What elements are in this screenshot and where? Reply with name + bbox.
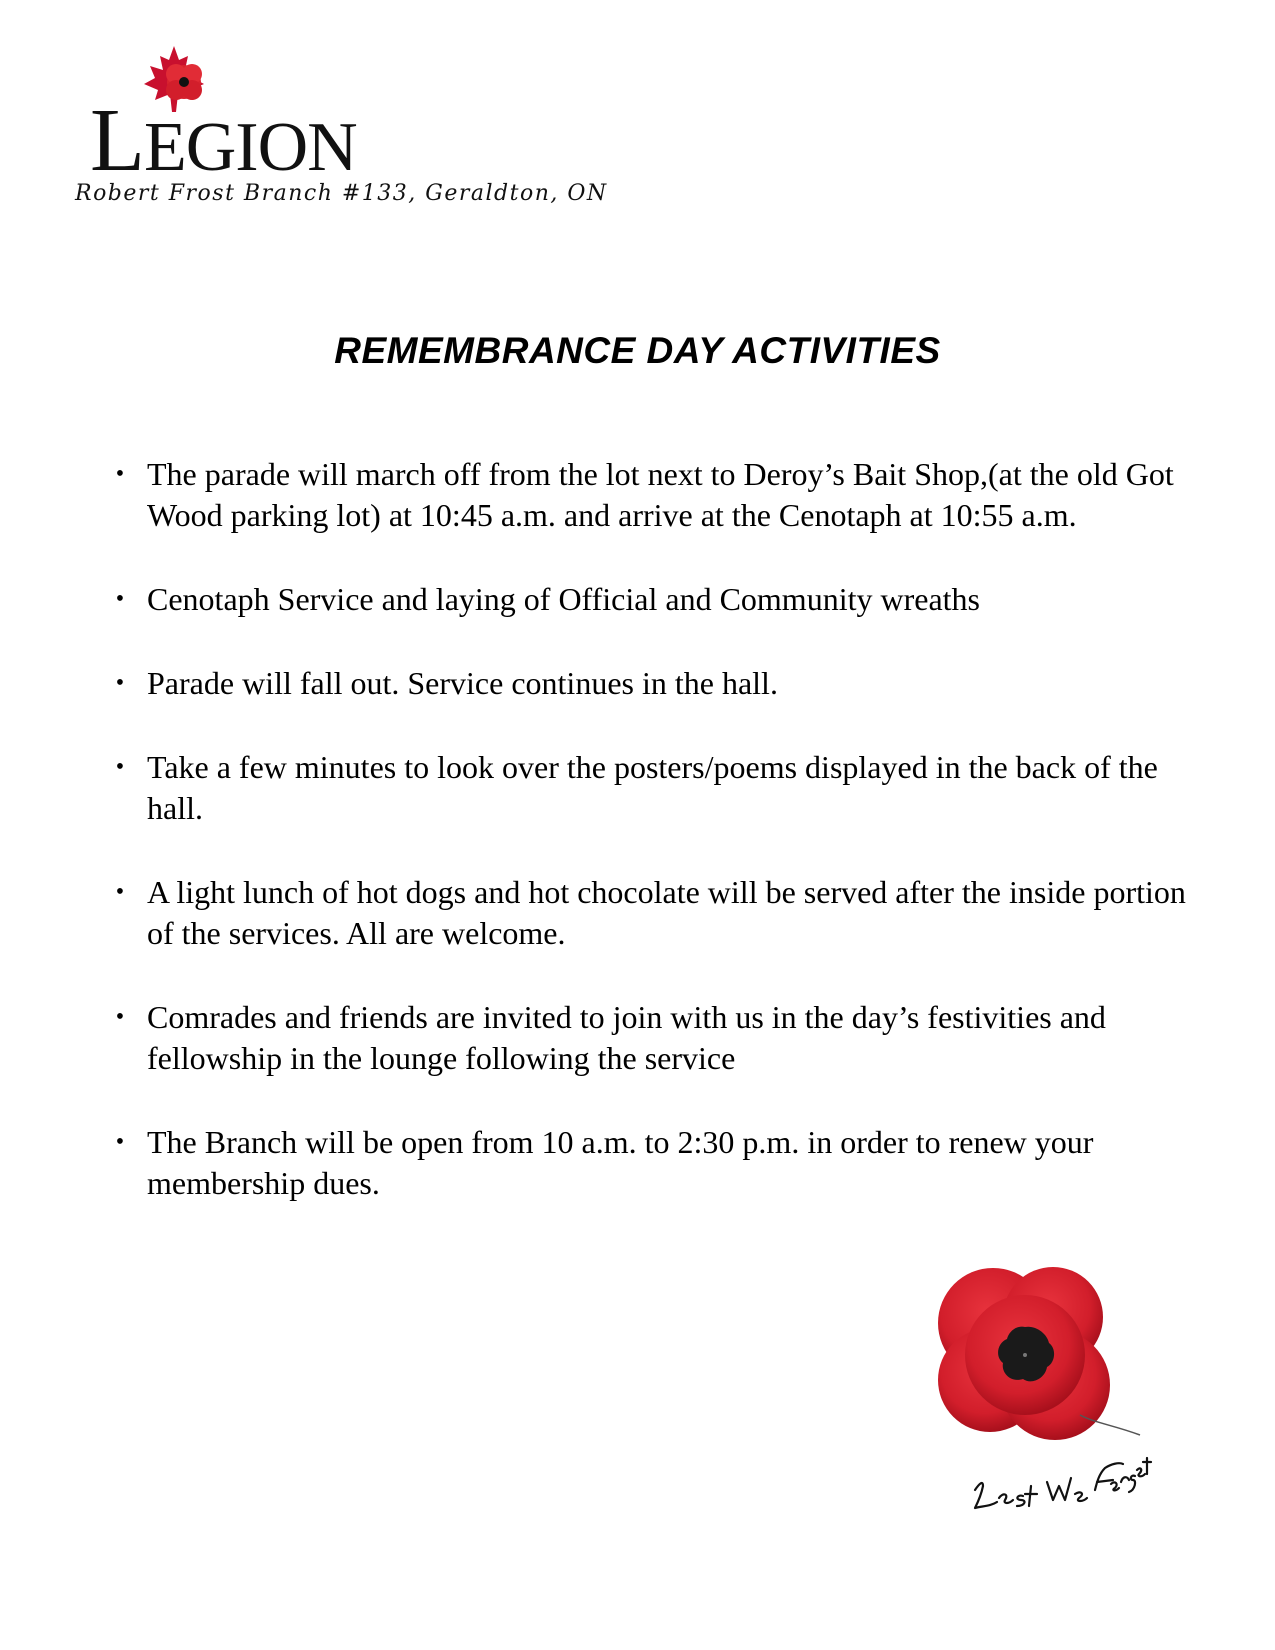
list-item-text: A light lunch of hot dogs and hot chocolate will be served after the inside portion of the services. All are welcome. — [147, 874, 1186, 951]
list-item-text: Cenotaph Service and laying of Official and Community wreaths — [147, 581, 980, 617]
bullet-icon: • — [115, 1129, 125, 1155]
bullet-icon: • — [115, 879, 125, 905]
list-item — [110, 1122, 1190, 1204]
list-item — [110, 454, 1190, 536]
list-item-text: The parade will march off from the lot next to Deroy’s Bait Shop,(at the old Got Wood parking lot) at 10:45 a.m. and arrive at the Cenotaph at 10:55 a.m. — [147, 456, 1174, 533]
list-item-text: Comrades and friends are invited to join with us in the day’s festivities and fellowship in the lounge following the service — [147, 999, 1106, 1076]
lest-we-forget-signature — [965, 1440, 1155, 1530]
page-title: REMEMBRANCE DAY ACTIVITIES — [334, 330, 941, 371]
list-item-text: Parade will fall out. Service continues in the hall. — [147, 665, 778, 701]
logo-wordmark-initial: L — [90, 91, 144, 190]
list-item-text: Take a few minutes to look over the posters/poems displayed in the back of the hall. — [147, 749, 1158, 826]
list-item — [110, 663, 1190, 704]
list-item-text: The Branch will be open from 10 a.m. to 2:30 p.m. in order to renew your membership dues. — [147, 1124, 1094, 1201]
list-item — [110, 997, 1190, 1079]
list-item — [110, 579, 1190, 620]
branch-name: Robert Frost Branch #133, Geraldton, ON — [75, 181, 608, 206]
bullet-icon: • — [115, 670, 125, 696]
list-item — [110, 747, 1190, 829]
bullet-icon: • — [115, 461, 125, 487]
legion-logo — [90, 44, 360, 190]
activities-list — [110, 454, 1190, 1247]
logo-wordmark-rest: EGION — [143, 109, 357, 186]
list-item — [110, 872, 1190, 954]
bullet-icon: • — [115, 586, 125, 612]
bullet-icon: • — [115, 754, 125, 780]
logo-wordmark — [90, 91, 357, 190]
bullet-icon: • — [115, 1004, 125, 1030]
